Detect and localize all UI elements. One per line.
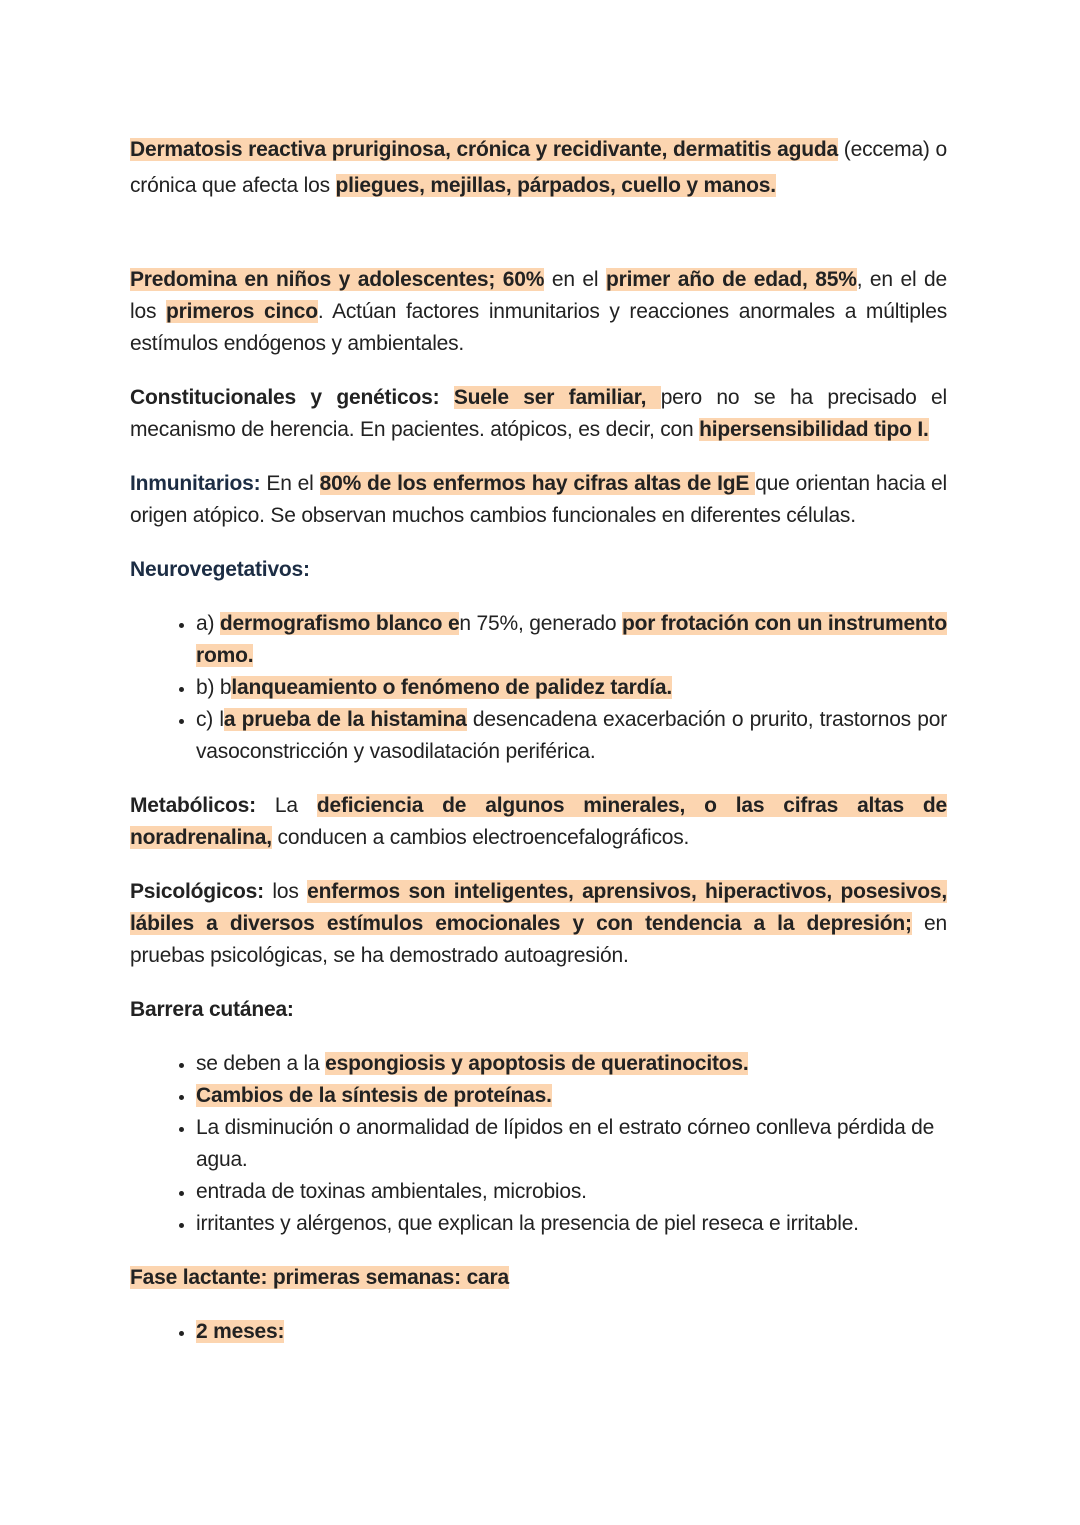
highlighted-text: por frotación con un instrumento romo. [196,612,947,667]
highlighted-text: dermografismo blanco e [219,612,460,635]
paragraph [130,382,947,446]
text-run: . Actúan factores inmunitarios y reacciones anormales a múltiples estímulos endógenos y ambientales. [130,300,947,355]
list-item [196,672,947,704]
highlighted-text: pliegues, mejillas, párpados, cuello y manos. [335,174,776,197]
text-run: conducen a cambios electroencefalográficos. [271,826,690,849]
bold-text: Constitucionales y genéticos: [130,386,440,409]
text-run: La [255,794,317,817]
document-page [130,132,947,1370]
list-item [196,1048,947,1080]
highlighted-text: deficiencia de algunos minerales, o las cifras altas de noradrenalina, [130,794,948,849]
highlighted-text: primer año de edad, 85% [605,268,857,291]
bold-text: Barrera cutánea: [130,998,294,1021]
text-run: En el [260,472,320,495]
text-run: (eccema) o crónica que afecta los [130,138,948,197]
paragraph [130,994,947,1026]
bold-text: Psicológicos: [130,880,264,903]
highlighted-text: Cambios de la síntesis de proteínas. [196,1084,552,1107]
text-run [439,386,453,409]
text-run: irritantes y alérgenos, que explican la presencia de piel reseca e irritable. [196,1212,859,1235]
paragraph [130,876,947,972]
bold-text: Neurovegetativos: [130,558,310,581]
text-run: , en el de los [130,268,948,323]
highlighted-text: lanqueamiento o fenómeno de palidez tardía. [231,676,673,699]
highlighted-text: enfermos son inteligentes, aprensivos, hiperactivos, posesivos, lábiles a diversos estímulos emocionales y con tendencia a la depresión; [130,880,948,935]
paragraph [130,132,947,204]
text-run: desencadena exacerbación o prurito, trastornos por vasoconstricción y vasodilatación periférica. [196,708,947,763]
list-item [196,1080,947,1112]
highlighted-text: Fase lactante: primeras semanas: cara [130,1266,509,1289]
text-run: se deben a la [196,1052,326,1075]
highlighted-text: primeros cinco [166,300,318,323]
paragraph [130,264,947,360]
list-item [196,1112,947,1176]
list-item [196,608,947,672]
text-run: entrada de toxinas ambientales, microbios. [196,1180,587,1203]
highlighted-text: 2 meses: [196,1320,285,1343]
paragraph [130,554,947,586]
paragraph [130,1262,947,1294]
bullet-list [130,1048,947,1240]
text-run: La disminución o anormalidad de lípidos en el estrato córneo conlleva pérdida de agua. [196,1116,935,1171]
list-item [196,1176,947,1208]
text-run: c) l [196,708,224,731]
highlighted-text: a prueba de la histamina [223,708,467,731]
highlighted-text: Predomina en niños y adolescentes; 60% [130,268,545,291]
highlighted-text: Suele ser familiar, [453,386,661,409]
text-run: en pruebas psicológicas, se ha demostrado autoagresión. [130,912,948,967]
highlighted-text: Dermatosis reactiva pruriginosa, crónica y recidivante, dermatitis aguda [130,138,839,161]
list-item [196,1208,947,1240]
paragraph [130,468,947,532]
text-run: a) [196,612,220,635]
paragraph [130,790,947,854]
text-run: que orientan hacia el origen atópico. Se observan muchos cambios funcionales en diferentes células. [130,472,948,527]
bullet-list [130,608,947,768]
highlighted-text: espongiosis y apoptosis de queratinocitos. [325,1052,749,1075]
highlighted-text: hipersensibilidad tipo I. [699,418,929,441]
highlighted-text: 80% de los enfermos hay cifras altas de IgE [319,472,756,495]
bullet-list [130,1316,947,1348]
bold-text: Inmunitarios: [130,472,261,495]
text-run: n 75%, generado [459,612,623,635]
text-run: b) b [196,676,232,699]
bold-text: Metabólicos: [130,794,256,817]
list-item [196,1316,947,1348]
text-run: los [263,880,308,903]
list-item [196,704,947,768]
text-run: pero no se ha precisado el mecanismo de herencia. En pacientes. atópicos, es decir, con [130,386,948,441]
text-run: en el [544,268,606,291]
